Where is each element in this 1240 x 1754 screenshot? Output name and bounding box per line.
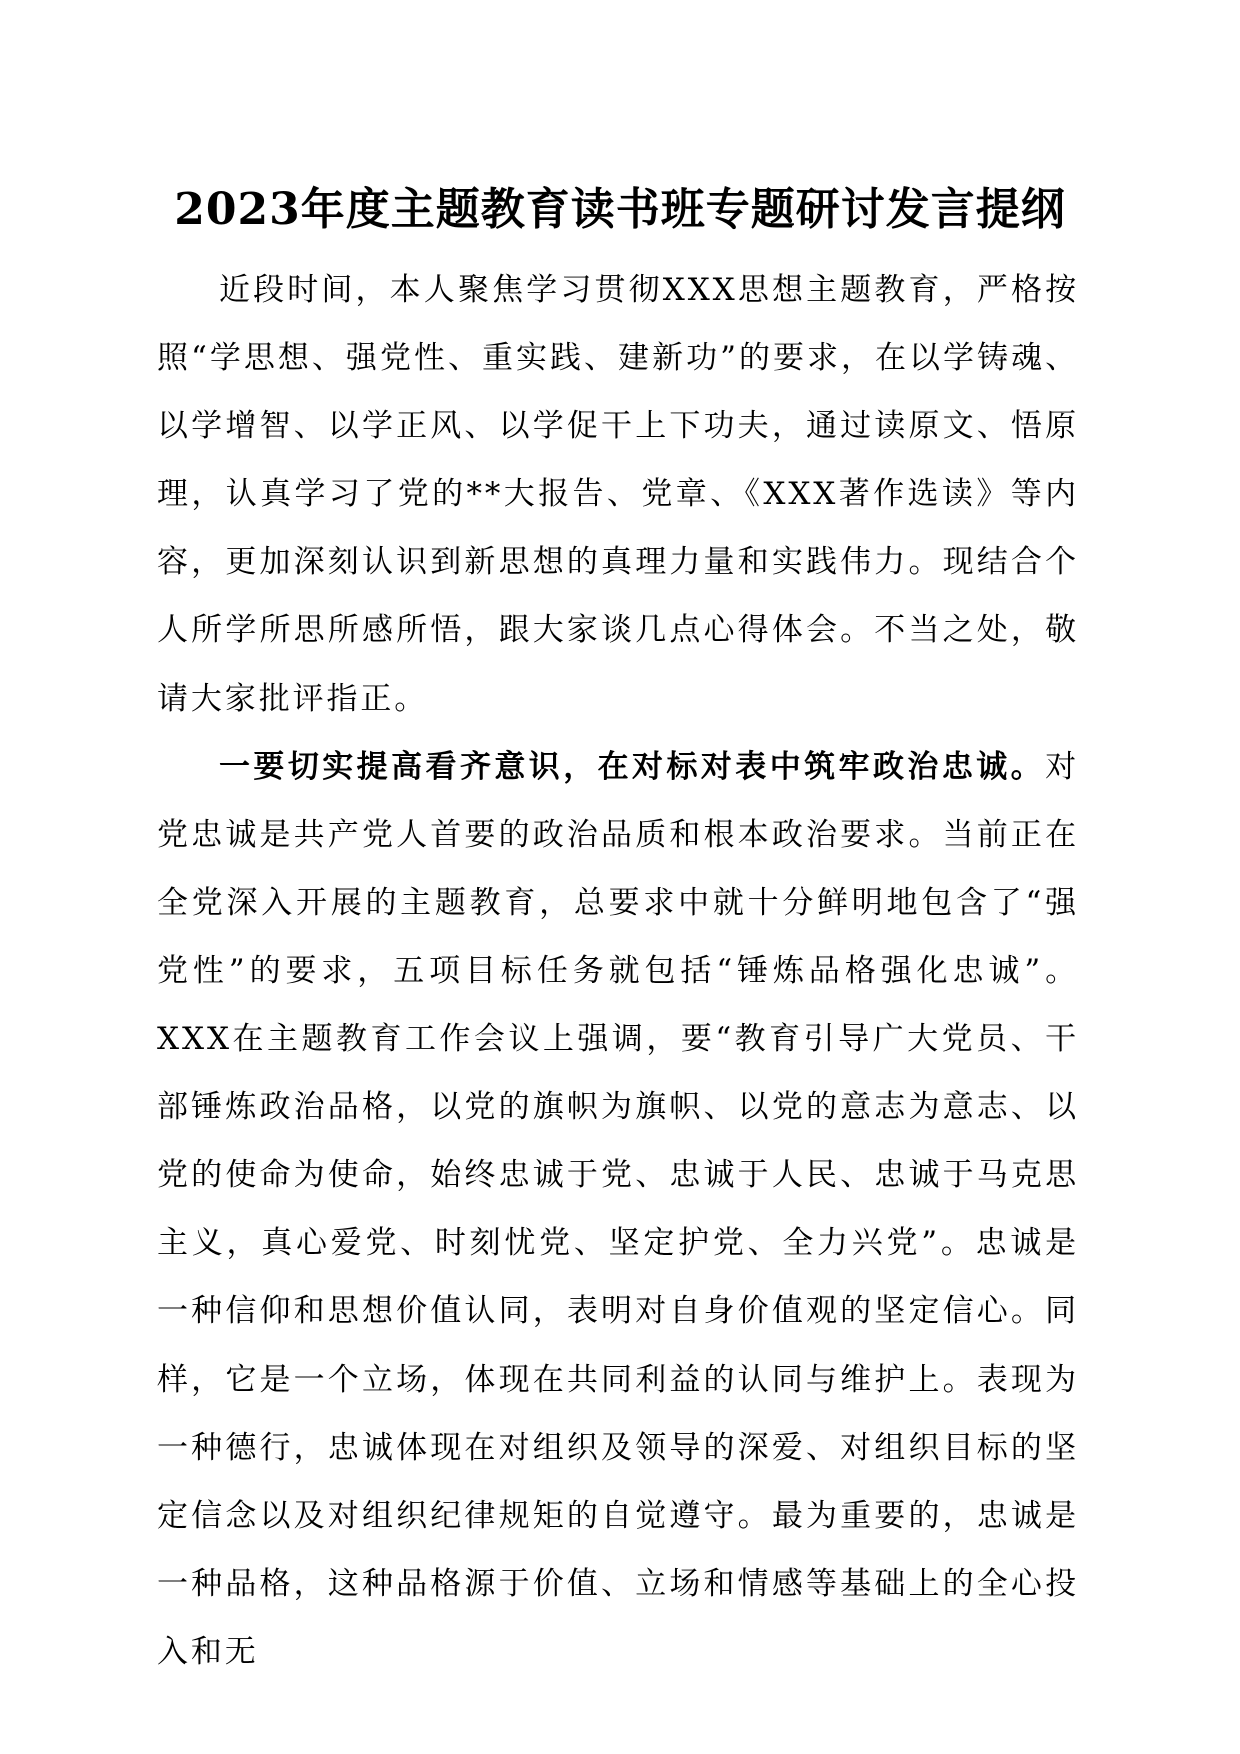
- intro-paragraph: 近段时间，本人聚焦学习贯彻XXX思想主题教育，严格按照“学思想、强党性、重实践、建新功”的要求，在以学铸魂、以学增智、以学正风、以学促干上下功夫，通过读原文、悟原理，认真学习了党的**大报告、党章、《XXX著作选读》等内容，更加深刻认识到新思想的真理力量和实践伟力。现结合个人所学所思所感所悟，跟大家谈几点心得体会。不当之处，敬请大家批评指正。: [157, 272, 1079, 717]
- section-one-paragraph: [157, 733, 1079, 1686]
- document-body: [157, 256, 1079, 1686]
- section-one-text: 对党忠诚是共产党人首要的政治品质和根本政治要求。当前正在全党深入开展的主题教育，总要求中就十分鲜明地包含了“强党性”的要求，五项目标任务就包括“锤炼品格强化忠诚”。XXX在主题教育工作会议上强调，要“教育引导广大党员、干部锤炼政治品格，以党的旗帜为旗帜、以党的意志为意志、以党的使命为使命，始终忠诚于党、忠诚于人民、忠诚于马克思主义，真心爱党、时刻忧党、坚定护党、全力兴党”。忠诚是一种信仰和思想价值认同，表明对自身价值观的坚定信心。同样，它是一个立场，体现在共同利益的认同与维护上。表现为一种德行，忠诚体现在对组织及领导的深爱、对组织目标的坚定信念以及对组织纪律规矩的自觉遵守。最为重要的，忠诚是一种品格，这种品格源于价值、立场和情感等基础上的全心投入和无: [157, 748, 1079, 1670]
- document-title: 2023年度主题教育读书班专题研讨发言提纲: [174, 184, 1066, 235]
- section-one-heading: 一要切实提高看齐意识，在对标对表中筑牢政治忠诚。: [219, 748, 1046, 785]
